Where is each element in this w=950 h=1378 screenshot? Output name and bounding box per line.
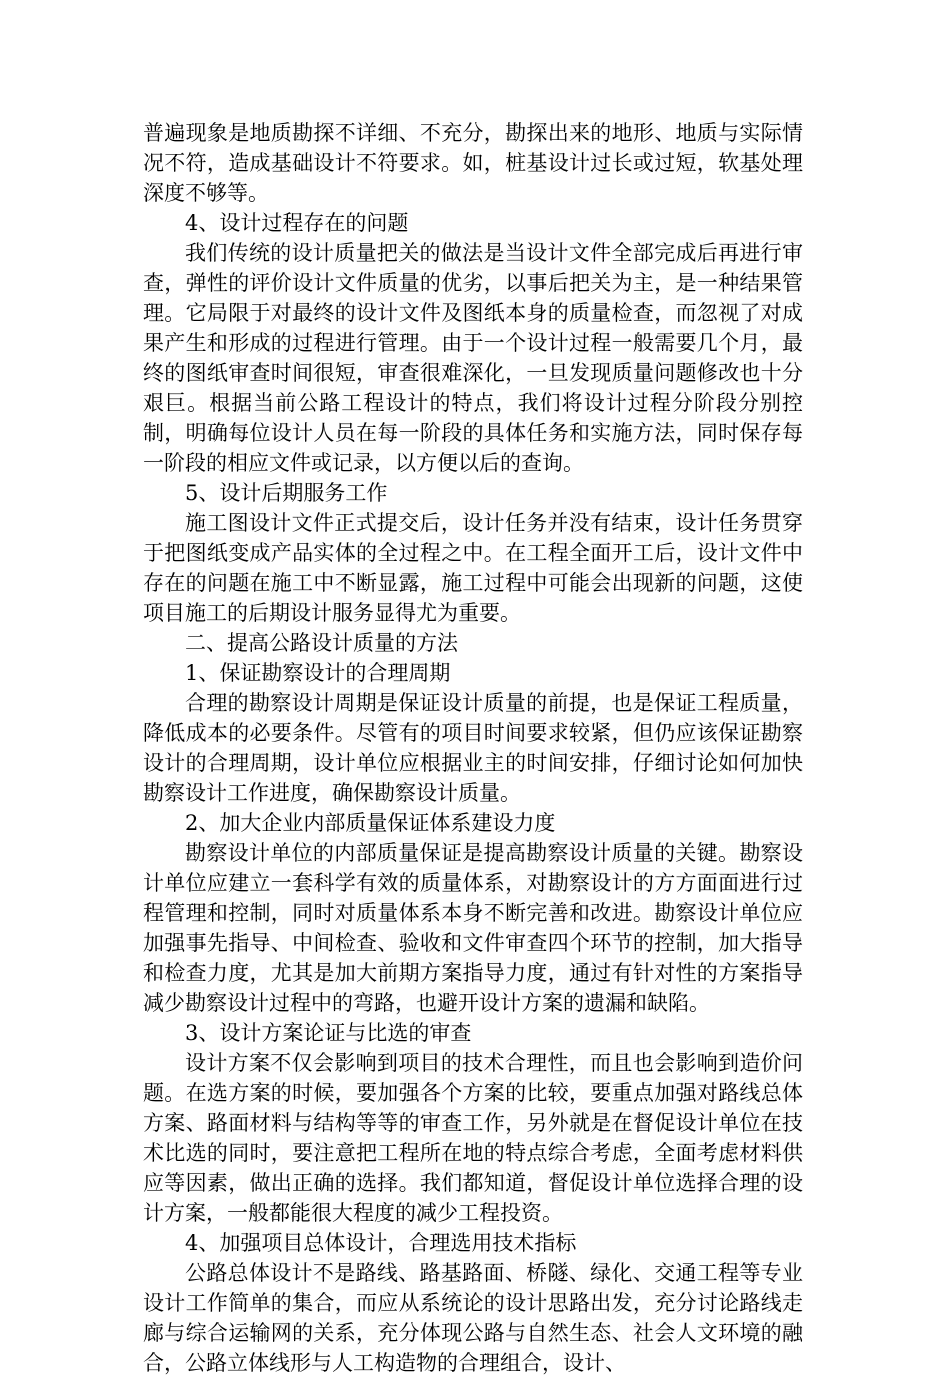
paragraph: 公路总体设计不是路线、路基路面、桥隧、绿化、交通工程等专业设计工作简单的集合，而应从系统论的设计思路出发，充分讨论路线走廊与综合运输网的关系，充分体现公路与自然生态、社会人文环境的融合，公路立体线形与人工构造物的合理组合，设计、 <box>143 1261 803 1375</box>
section-heading-scheme-review: 3、设计方案论证与比选的审查 <box>185 1021 472 1045</box>
paragraph: 我们传统的设计质量把关的做法是当设计文件全部完成后再进行审查，弹性的评价设计文件质量的优劣，以事后把关为主，是一种结果管理。它局限于对最终的设计文件及图纸本身的质量检查，而忽视了对成果产生和形成的过程进行管理。由于一个设计过程一般需要几个月，最终的图纸审查时间很短，审查很难深化，一旦发现质量问题修改也十分艰巨。根据当前公路工程设计的特点，我们将设计过程分阶段分别控制，明确每位设计人员在每一阶段的具体任务和实施方法，同时保存每一阶段的相应文件或记录，以方便以后的查询。 <box>143 241 803 475</box>
section-heading-quality-system: 2、加大企业内部质量保证体系建设力度 <box>185 811 556 835</box>
paragraph: 施工图设计文件正式提交后，设计任务并没有结束，设计任务贯穿于把图纸变成产品实体的全过程之中。在工程全面开工后，设计文件中存在的问题在施工中不断显露，施工过程中可能会出现新的问题，这使项目施工的后期设计服务显得尤为重要。 <box>143 511 803 625</box>
paragraph-continued: 普遍现象是地质勘探不详细、不充分，勘探出来的地形、地质与实际情况不符，造成基础设计不符要求。如，桩基设计过长或过短，软基处理深度不够等。 <box>143 121 803 205</box>
section-heading-survey-cycle: 1、保证勘察设计的合理周期 <box>185 661 451 685</box>
section-heading-post-design-service: 5、设计后期服务工作 <box>185 481 388 505</box>
document-body <box>143 118 803 1378</box>
paragraph: 设计方案不仅会影响到项目的技术合理性，而且也会影响到造价问题。在选方案的时候，要加强各个方案的比较，要重点加强对路线总体方案、路面材料与结构等等的审查工作，另外就是在督促设计单位在技术比选的同时，要注意把工程所在地的特点综合考虑，全面考虑材料供应等因素，做出正确的选择。我们都知道，督促设计单位选择合理的设计方案，一般都能很大程度的减少工程投资。 <box>143 1051 803 1225</box>
paragraph: 勘察设计单位的内部质量保证是提高勘察设计质量的关键。勘察设计单位应建立一套科学有效的质量体系，对勘察设计的方方面面进行过程管理和控制，同时对质量体系本身不断完善和改进。勘察设计单位应加强事先指导、中间检查、验收和文件审查四个环节的控制，加大指导和检查力度，尤其是加大前期方案指导力度，通过有针对性的方案指导减少勘察设计过程中的弯路，也避开设计方案的遗漏和缺陷。 <box>143 841 803 1015</box>
section-heading-overall-design: 4、加强项目总体设计，合理选用技术指标 <box>185 1231 577 1255</box>
paragraph: 合理的勘察设计周期是保证设计质量的前提，也是保证工程质量，降低成本的必要条件。尽管有的项目时间要求较紧，但仍应该保证勘察设计的合理周期，设计单位应根据业主的时间安排，仔细讨论如何加快勘察设计工作进度，确保勘察设计质量。 <box>143 691 803 805</box>
section-heading-design-process-issues: 4、设计过程存在的问题 <box>185 211 409 235</box>
chapter-heading-methods: 二、提高公路设计质量的方法 <box>185 631 458 655</box>
